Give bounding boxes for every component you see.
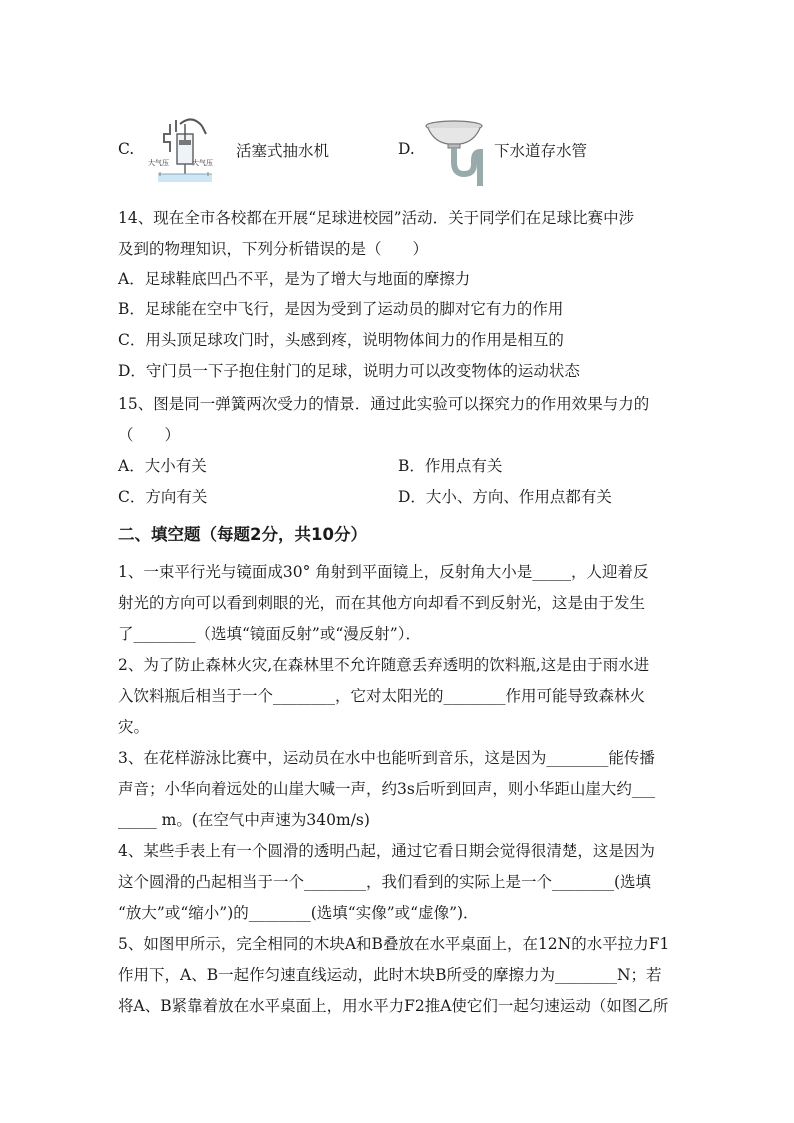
atm-label-left: 大气压 <box>148 159 169 167</box>
fill-q2-line1: 2、为了防止森林火灾,在森林里不允许随意丢弃透明的饮料瓶,这是由于雨水进 <box>118 656 650 674</box>
fill-q1-line2: 射光的方向可以看到刺眼的光，而在其他方向却看不到反射光，这是由于发生 <box>118 594 646 612</box>
fill-q3-line3: _____ m。(在空气中声速为340m/s) <box>118 811 370 829</box>
q15-option-a: A．大小有关 <box>118 457 207 475</box>
option-c-text: 活塞式抽水机 <box>236 142 330 160</box>
fill-q5-line1: 5、如图甲所示，完全相同的木块A和B叠放在水平桌面上，在12N的水平拉力F1 <box>118 935 670 953</box>
q14-option-a: A．足球鞋底凹凸不平，是为了增大与地面的摩擦力 <box>118 270 471 288</box>
fill-q5-line2: 作用下，A、B一起作匀速直线运动，此时木块B所受的摩擦力为________N；若 <box>118 966 662 984</box>
q14-option-b: B．足球能在空中飞行，是因为受到了运动员的脚对它有力的作用 <box>118 300 564 318</box>
fill-q3-line2: 声音；小华向着远处的山崖大喊一声，约3s后听到回声，则小华距山崖大约___ <box>118 780 656 798</box>
fill-q5-line3: 将A、B紧靠着放在水平桌面上，用水平力F2推A使它们一起匀速运动（如图乙所 <box>118 997 669 1015</box>
q15-stem-line2: （ ） <box>118 426 181 444</box>
q14-stem-line2: 及到的物理知识，下列分析错误的是（ ） <box>118 240 429 258</box>
piston-pump-figure <box>150 112 216 186</box>
fill-q1-line1: 1、一束平行光与镜面成30° 角射到平面镜上，反射角大小是_____，人迎着反 <box>118 563 649 581</box>
sink-trap-figure <box>424 116 484 188</box>
piston-pump-icon <box>150 112 216 186</box>
q15-option-b: B．作用点有关 <box>398 457 503 475</box>
fill-q2-line2: 入饮料瓶后相当于一个________，它对太阳光的________作用可能导致森林火 <box>118 687 646 705</box>
option-d-letter: D. <box>398 140 415 158</box>
option-c-letter: C. <box>118 140 135 158</box>
option-d-text: 下水道存水管 <box>494 142 588 160</box>
q15-stem-line1: 15、图是同一弹簧两次受力的情景．通过此实验可以探究力的作用效果与力的 <box>118 395 650 413</box>
fill-q4-line2: 这个圆滑的凸起相当于一个________，我们看到的实际上是一个________(选填 <box>118 873 652 891</box>
fill-q4-line3: “放大”或“缩小”)的________(选填“实像”或“虚像”)． <box>118 904 479 922</box>
sink-trap-icon <box>424 116 484 188</box>
fill-q3-line1: 3、在花样游泳比赛中，运动员在水中也能听到音乐，这是因为________能传播 <box>118 749 655 767</box>
q15-option-d: D．大小、方向、作用点都有关 <box>398 488 612 506</box>
q14-option-c: C．用头顶足球攻门时，头感到疼，说明物体间力的作用是相互的 <box>118 331 564 349</box>
q15-option-c: C．方向有关 <box>118 488 208 506</box>
q14-stem-line1: 14、现在全市各校都在开展“足球进校园”活动．关于同学们在足球比赛中涉 <box>118 209 635 227</box>
q14-option-d: D．守门员一下子抱住射门的足球，说明力可以改变物体的运动状态 <box>118 362 580 380</box>
atm-label-right: 大气压 <box>192 159 213 167</box>
fill-q2-line3: 灾。 <box>118 718 150 736</box>
fill-q4-line1: 4、某些手表上有一个圆滑的透明凸起，通过它看日期会觉得很清楚，这是因为 <box>118 842 655 860</box>
section-2-heading: 二、填空题（每题2分，共10分） <box>118 525 367 544</box>
fill-q1-line3: 了________（选填“镜面反射”或“漫反射”）． <box>118 625 421 643</box>
